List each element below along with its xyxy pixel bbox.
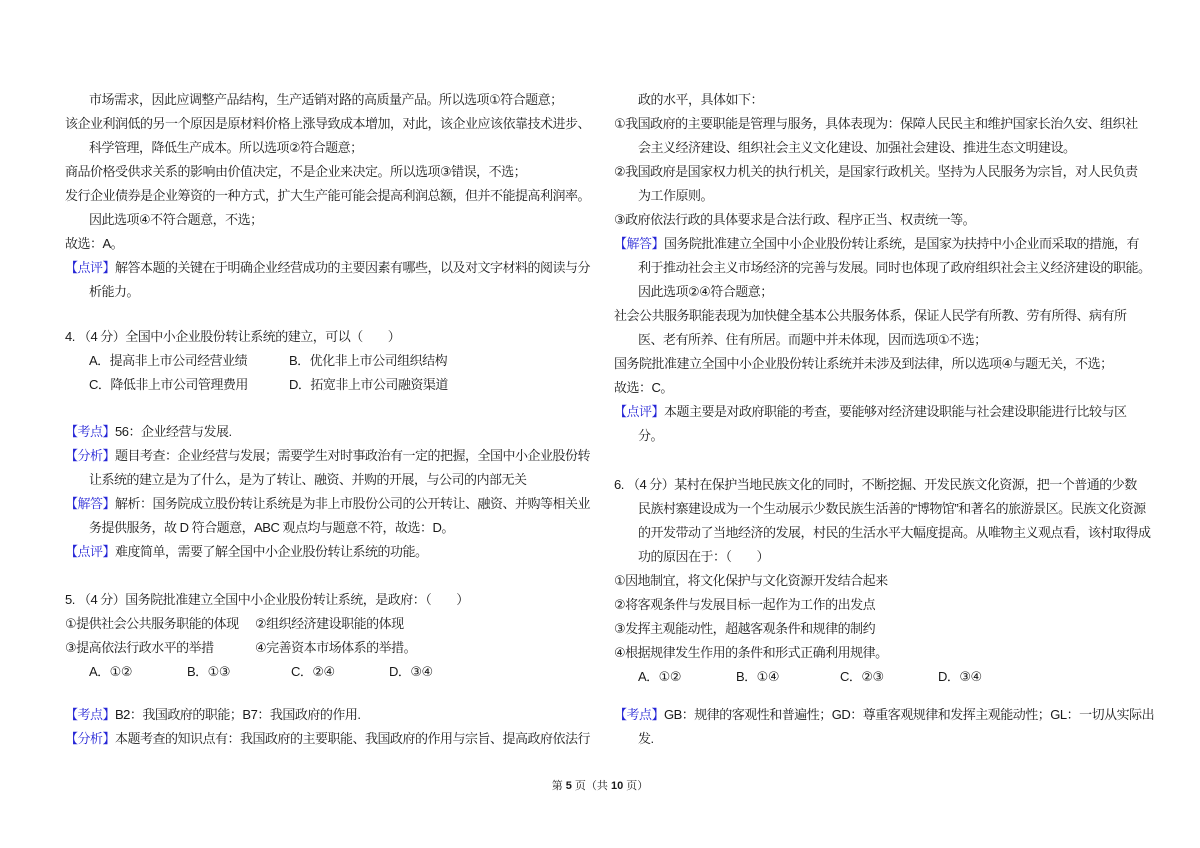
jieda-line — [65, 492, 600, 516]
line-text: GB：规律的客观性和普遍性；GD：尊重客观规律和发挥主观能动性；GL：一切从实际出 — [664, 707, 1155, 722]
line-text: 分。 — [638, 428, 664, 443]
line-text: 因此选项④不符合题意，不选； — [89, 212, 263, 227]
section-tag: 【分析】 — [65, 731, 116, 746]
line-text: 国务院批准建立全国中小企业股份转让系统，是国家为扶持中小企业而采取的措施，有 — [664, 236, 1140, 251]
line-text: 社会公共服务职能表现为加快健全基本公共服务体系，保证人民学有所教、劳有所得、病有所 — [614, 308, 1127, 323]
line-text: 本题主要是对政府职能的考查，要能够对经济建设职能与社会建设职能进行比较与区 — [664, 404, 1127, 419]
jieda-line — [614, 232, 1149, 256]
statement-row — [614, 641, 1149, 665]
line-text: 4. （4 分）全国中小企业股份转让系统的建立，可以（ ） — [65, 329, 401, 344]
line-text: ③发挥主观能动性，超越客观条件和规律的制约 — [614, 621, 876, 636]
spacer — [65, 564, 600, 588]
footer-prefix: 第 — [551, 780, 566, 792]
comment-line — [65, 256, 600, 280]
option-row — [65, 349, 600, 373]
kaodian-line — [65, 420, 600, 444]
line-text: 56：企业经营与发展. — [115, 424, 232, 439]
statement-row — [65, 612, 600, 636]
comment-line — [65, 280, 600, 304]
line-text: 让系统的建立是为了什么，是为了转让、融资、并购的开展，与公司的内部无关 — [89, 472, 527, 487]
line-text: 政的水平，具体如下： — [638, 92, 764, 107]
kaodian-line — [614, 703, 1155, 727]
line-text: 5. （4 分）国务院批准建立全国中小企业股份转让系统，是政府：（ ） — [65, 592, 469, 607]
fenxi-line — [614, 112, 1149, 136]
question-4-stem — [65, 325, 600, 349]
line-text: B2：我国政府的职能；B7：我国政府的作用. — [115, 707, 361, 722]
comment-line — [614, 424, 1149, 448]
line-text: 该企业利润低的另一个原因是原材料价格上涨导致成本增加，对此，该企业应该依靠技术进步、 — [65, 116, 591, 131]
comment-line — [65, 540, 600, 564]
line-text: ①因地制宜，将文化保护与文化资源开发结合起来 — [614, 573, 888, 588]
question-5-stem — [65, 588, 600, 612]
answer-line — [65, 88, 600, 112]
line-text: 析能力。 — [89, 284, 140, 299]
kaodian-line — [65, 703, 600, 727]
section-tag: 【考点】 — [65, 707, 116, 722]
section-tag: 【考点】 — [65, 424, 116, 439]
statement-row — [614, 617, 1149, 641]
line-text: ④根据规律发生作用的条件和形式正确利用规律。 — [614, 645, 888, 660]
option-row — [65, 660, 600, 684]
line-text: 民族村寨建设成为一个生动展示少数民族生活善的“博物馆”和著名的旅游景区。民族文化资源 — [638, 501, 1146, 516]
left-column — [65, 88, 600, 751]
answer-line — [65, 208, 600, 232]
fenxi-line — [614, 136, 1149, 160]
line-text: 题目考查：企业经营与发展；需要学生对时事政治有一定的把握，全国中小企业股份转 — [115, 448, 591, 463]
option-cell: B．优化非上市公司组织结构 — [289, 353, 448, 368]
fenxi-line — [614, 184, 1149, 208]
answer-line — [65, 112, 600, 136]
line-text: ②我国政府是国家权力机关的执行机关，是国家行政机关。坚持为人民服务为宗旨，对人民负责 — [614, 164, 1138, 179]
jieda-line — [614, 352, 1149, 376]
spacer — [614, 448, 1149, 473]
footer-total-pages: 10 — [611, 780, 624, 792]
question-6-stem — [614, 473, 1149, 497]
answer-line — [65, 160, 600, 184]
line-text: 解析：国务院成立股份转让系统是为非上市股份公司的公开转让、融资、并购等相关业 — [115, 496, 591, 511]
answer-line — [65, 184, 600, 208]
line-text: 为工作原则。 — [638, 188, 714, 203]
jieda-line — [614, 376, 1149, 400]
question-6-stem — [614, 545, 1149, 569]
line-text: 故选：A。 — [65, 236, 124, 251]
option-cell: D．拓宽非上市公司融资渠道 — [289, 377, 448, 392]
option-cell: C．降低非上市公司管理费用 — [89, 377, 248, 392]
option-cell: B．①③ — [187, 664, 230, 679]
answer-line — [65, 232, 600, 256]
line-text: 发. — [638, 731, 654, 746]
line-text: 科学管理，降低生产成本。所以选项②符合题意； — [89, 140, 363, 155]
line-text: 发行企业债券是企业筹资的一种方式，扩大生产能可能会提高利润总额，但并不能提高利润率。 — [65, 188, 591, 203]
spacer — [65, 397, 600, 420]
line-text: 功的原因在于：（ ） — [638, 549, 770, 564]
option-cell: ①提供社会公共服务职能的体现 — [65, 616, 239, 631]
line-text: 商品价格受供求关系的影响由价值决定，不是企业来决定。所以选项③错误，不选； — [65, 164, 527, 179]
line-text: 故选：C。 — [614, 380, 673, 395]
section-tag: 【分析】 — [65, 448, 116, 463]
option-cell: B．①④ — [736, 669, 779, 684]
line-text: ①我国政府的主要职能是管理与服务，具体表现为：保障人民民主和维护国家长治久安、组织社 — [614, 116, 1138, 131]
fenxi-line — [65, 727, 600, 751]
option-row — [65, 373, 600, 397]
option-cell: C．②③ — [840, 669, 884, 684]
statement-row — [65, 636, 600, 660]
option-cell: A．提高非上市公司经营业绩 — [89, 353, 248, 368]
line-text: 市场需求，因此应调整产品结构，生产适销对路的高质量产品。所以选项①符合题意； — [89, 92, 563, 107]
option-cell: ③提高依法行政水平的举措 — [65, 640, 214, 655]
line-text: 国务院批准建立全国中小企业股份转让系统并未涉及到法律，所以选项④与题无关，不选； — [614, 356, 1113, 371]
section-tag: 【点评】 — [65, 260, 116, 275]
section-tag: 【点评】 — [614, 404, 665, 419]
option-row — [614, 665, 1149, 689]
option-cell: D．③④ — [938, 669, 982, 684]
option-cell: C．②④ — [291, 664, 335, 679]
footer-suffix: 页） — [623, 780, 649, 792]
option-cell: A．①② — [89, 664, 132, 679]
comment-line — [614, 400, 1149, 424]
right-column — [614, 88, 1155, 751]
line-text: 务提供服务，故 D 符合题意，ABC 观点均与题意不符，故选：D。 — [89, 520, 454, 535]
answer-line — [65, 136, 600, 160]
question-6-stem — [614, 497, 1149, 521]
section-tag: 【解答】 — [65, 496, 116, 511]
fenxi-line — [65, 468, 600, 492]
statement-row — [614, 593, 1149, 617]
page-footer — [0, 777, 1200, 793]
line-text: 因此选项②④符合题意； — [638, 284, 773, 299]
line-text: 的开发带动了当地经济的发展，村民的生活水平大幅度提高。从唯物主义观点看，该村取得成 — [638, 525, 1151, 540]
fenxi-line — [614, 160, 1149, 184]
statement-row — [614, 569, 1149, 593]
footer-middle: 页（共 — [571, 780, 611, 792]
section-tag: 【点评】 — [65, 544, 116, 559]
line-text: 难度简单，需要了解全国中小企业股份转让系统的功能。 — [115, 544, 428, 559]
line-text: 会主义经济建设、组织社会主义文化建设、加强社会建设、推进生态文明建设。 — [638, 140, 1076, 155]
spacer — [65, 684, 600, 703]
fenxi-line — [614, 88, 1149, 112]
option-cell: D．③④ — [389, 664, 433, 679]
option-cell: A．①② — [638, 669, 681, 684]
jieda-line — [65, 516, 600, 540]
jieda-line — [614, 256, 1149, 280]
line-text: 医、老有所养、住有所居。而题中并未体现，因而选项①不选； — [638, 332, 987, 347]
line-text: 6. （4 分）某村在保护当地民族文化的同时，不断挖掘、开发民族文化资源，把一个普通的少数 — [614, 477, 1137, 492]
spacer — [65, 304, 600, 325]
kaodian-line — [614, 727, 1149, 751]
fenxi-line — [65, 444, 600, 468]
fenxi-line — [614, 208, 1149, 232]
question-6-stem — [614, 521, 1149, 545]
jieda-line — [614, 328, 1149, 352]
line-text: ②将客观条件与发展目标一起作为工作的出发点 — [614, 597, 876, 612]
jieda-line — [614, 304, 1149, 328]
line-text: 本题考查的知识点有：我国政府的主要职能、我国政府的作用与宗旨、提高政府依法行 — [115, 731, 591, 746]
jieda-line — [614, 280, 1149, 304]
option-cell: ②组织经济建设职能的体现 — [255, 616, 404, 631]
line-text: 解答本题的关键在于明确企业经营成功的主要因素有哪些，以及对文字材料的阅读与分 — [115, 260, 591, 275]
section-tag: 【考点】 — [614, 707, 665, 722]
footer-page-number: 5 — [565, 780, 572, 792]
line-text: ③政府依法行政的具体要求是合法行政、程序正当、权责统一等。 — [614, 212, 976, 227]
line-text: 利于推动社会主义市场经济的完善与发展。同时也体现了政府组织社会主义经济建设的职能。 — [638, 260, 1151, 275]
section-tag: 【解答】 — [614, 236, 665, 251]
option-cell: ④完善资本市场体系的举措。 — [255, 640, 417, 655]
spacer — [614, 689, 1149, 703]
